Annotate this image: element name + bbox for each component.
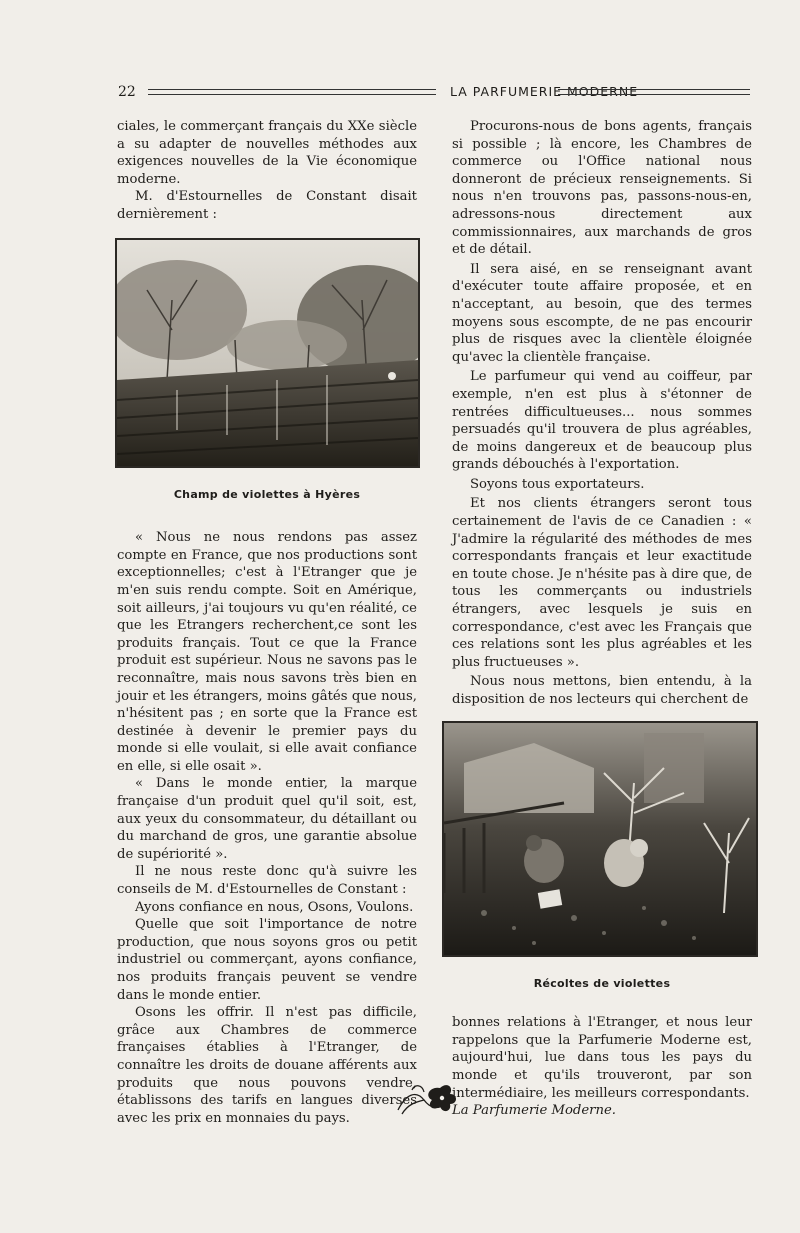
signature: La Parfumerie Moderne.: [452, 1103, 616, 1119]
paragraph-relations: bonnes relations à l'Etranger, et nous leur rappelons que la Parfumerie Moderne est, aujourd'hui, lue dans tous les pays du monde et qu'ils trouveront, par son intermédiaire, les meilleurs correspondants.: [452, 1015, 752, 1101]
paragraph-quote-intro: M. d'Estournelles de Constant disait dernièrement :: [117, 189, 417, 222]
header-rule-right: [558, 89, 750, 95]
violet-harvest-image: [444, 723, 756, 955]
left-column: [117, 118, 417, 1127]
violet-field-image: [117, 240, 418, 466]
paragraph-coiffeur: Le parfumeur qui vend au coiffeur, par exemple, n'en est plus à s'étonner de rentrées difficultueuses... nous sommes persuadés qu'il trouvera de plus agréables, de moins dangereux et de beaucoup plus grands débouchés à l'exportation.: [452, 369, 752, 473]
paragraph-motto: Ayons confiance en nous, Osons, Voulons.: [135, 899, 414, 915]
header-rule-left: [148, 89, 436, 95]
page-number: 22: [118, 84, 136, 100]
paragraph-conseils: Il ne nous reste donc qu'à suivre les conseils de M. d'Estournelles de Constant :: [117, 864, 417, 898]
violet-ornament-icon: [394, 1080, 460, 1118]
caption-violet-field: Champ de violettes à Hyères: [173, 487, 361, 501]
caption-violet-harvest: Récoltes de violettes: [533, 976, 671, 990]
paragraph-quote-1: « Nous ne nous rendons pas assez compte en France, que nos productions sont exceptionnelles; c'est à l'Etranger que je m'en suis rendu compte. Soit en Amérique, soit ailleurs, j'ai toujours vu qu'en réalité, ce que les Etrangers recherchent,ce sont les produits français. Tout ce que la France produit est supérieur. Nous ne savons pas le reconnaître, mais nous savons très bien en jouir et les étrangers, moins gâtés que nous, n'hésitent pas ; en sorte que la France est destinée à devenir le premier pays du monde si elle voulait, si elle avait confiance en elle, si elle osait ».: [117, 530, 417, 774]
photo-violet-field: [115, 238, 420, 468]
paragraph-intro: ciales, le commerçant français du XXe siècle a su adapter de nouvelles méthodes aux exigences nouvelles de la Vie économique moderne.: [117, 119, 417, 187]
page-header: [118, 84, 750, 104]
paragraph-clients: Et nos clients étrangers seront tous certainement de l'avis de ce Canadien : « J'admire la régularité des méthodes de mes correspondants français et leur exactitude en toute chose. Je n'hésite pas à dire que, de tous les commerçants ou industriels étrangers, avec lesquels je suis en correspondance, c'est avec les Français que ces relations sont les plus agréables et les plus fructueuses ».: [452, 496, 752, 670]
photo-violet-harvest: [442, 721, 758, 957]
paragraph-soyons: Soyons tous exportateurs.: [470, 476, 645, 492]
right-column: [452, 118, 752, 1120]
journal-title: LA PARFUMERIE MODERNE: [450, 84, 639, 99]
paragraph-quelle: Quelle que soit l'importance de notre production, que nous soyons gros ou petit industriel ou commerçant, ayons confiance, nos produits français peuvent se vendre dans le monde entier.: [117, 917, 417, 1003]
paragraph-osons: Osons les offrir. Il n'est pas difficile, grâce aux Chambres de commerce françaises établies à l'Etranger, de connaître les droits de douane afférents aux produits que nous pouvons vendre, établissons des tarifs en langues diverses avec les prix en monnaies du pays.: [117, 1005, 417, 1126]
paragraph-aise: Il sera aisé, en se renseignant avant d'exécuter toute affaire proposée, et en n'acceptant, au besoin, que des termes moyens sous escompte, de ne pas encourir plus de risques avec la clientèle éloignée qu'avec la clientèle française.: [452, 261, 752, 365]
paragraph-agents: Procurons-nous de bons agents, français si possible ; là encore, les Chambres de commerce ou l'Office national nous donneront de précieux renseignements. Si nous n'en trouvons pas, passons-nous-en, adressons-nous directement aux commissionnaires, aux marchands de gros et de détail.: [452, 119, 752, 258]
paragraph-quote-2: « Dans le monde entier, la marque française d'un produit quel qu'il soit, est, aux yeux du consommateur, du détaillant ou du marchand de gros, une garantie absolue de supériorité ».: [117, 776, 417, 862]
paragraph-mettons: Nous nous mettons, bien entendu, à la disposition de nos lecteurs qui cherchent de: [452, 674, 752, 707]
